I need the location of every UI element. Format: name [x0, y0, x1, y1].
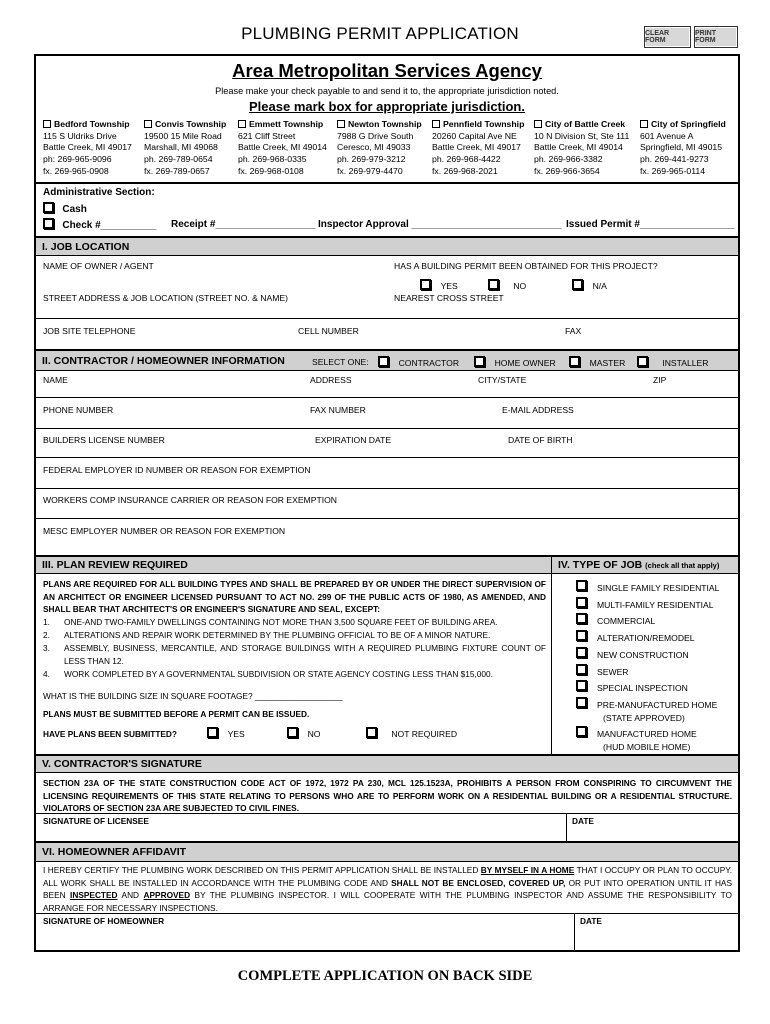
- job-phone-label: JOB SITE TELEPHONE: [43, 326, 136, 336]
- checkbox-icon[interactable]: [572, 279, 583, 290]
- permit-no[interactable]: NO: [488, 279, 526, 291]
- checkbox-icon[interactable]: [569, 356, 580, 367]
- checkbox-icon[interactable]: [144, 120, 152, 128]
- divider: [574, 913, 575, 951]
- checkbox-icon[interactable]: [287, 727, 298, 738]
- licensee-date-label[interactable]: DATE: [572, 816, 594, 826]
- premanufactured-note: (STATE APPROVED): [603, 713, 685, 723]
- section-5-title: V. CONTRACTOR'S SIGNATURE: [42, 758, 202, 770]
- licensee-signature-label[interactable]: SIGNATURE OF LICENSEE: [43, 816, 149, 826]
- exception-2: 2. ALTERATIONS AND REPAIR WORK DETERMINED BY THE PLUMBING OFFICIAL TO BE OF A MINOR NATURE.: [43, 630, 491, 640]
- section-6-header: [36, 841, 738, 862]
- section-2-title: II. CONTRACTOR / HOMEOWNER INFORMATION: [42, 354, 285, 367]
- jurisdiction-bedford[interactable]: Bedford Township 115 S Uldriks Drive Battle Creek, MI 49017 ph: 269-965-9096 fx. 269-965-0908: [43, 119, 132, 176]
- license-label: BUILDERS LICENSE NUMBER: [43, 435, 165, 445]
- divider: [36, 182, 738, 184]
- jurisdiction-convis[interactable]: Convis Township 19500 15 Mile Road Marshall, MI 49068 ph. 269-789-0654 fx. 269-789-0657: [144, 119, 227, 176]
- owner-label: NAME OF OWNER / AGENT: [43, 261, 154, 271]
- citystate-label: CITY/STATE: [478, 375, 527, 385]
- job-type-single-family[interactable]: SINGLE FAMILY RESIDENTIAL: [576, 580, 587, 592]
- checkbox-icon[interactable]: [576, 647, 587, 658]
- section-1-title: I. JOB LOCATION: [42, 240, 130, 253]
- admin-receipt[interactable]: Receipt #__________________: [171, 219, 316, 230]
- section-5-header: [36, 754, 738, 773]
- admin-title: Administrative Section:: [43, 187, 155, 198]
- checkbox-icon[interactable]: [420, 279, 431, 290]
- page-title: PLUMBING PERMIT APPLICATION: [241, 24, 519, 43]
- admin-check[interactable]: Check #__________: [43, 218, 156, 231]
- select-one-label: SELECT ONE:: [312, 357, 369, 367]
- checkbox-icon[interactable]: [534, 120, 542, 128]
- divider: [36, 913, 738, 914]
- permit-na[interactable]: N/A: [572, 279, 607, 291]
- checkbox-icon[interactable]: [43, 218, 54, 229]
- divider: [36, 428, 738, 429]
- divider: [36, 488, 738, 489]
- admin-cash[interactable]: Cash: [43, 202, 87, 215]
- homeowner-date-label[interactable]: DATE: [580, 916, 602, 926]
- section-3-title: III. PLAN REVIEW REQUIRED: [42, 559, 188, 571]
- section-3-header: [36, 555, 551, 574]
- permit-question: HAS A BUILDING PERMIT BEEN OBTAINED FOR THIS PROJECT?: [394, 261, 658, 271]
- checkbox-icon[interactable]: [637, 356, 648, 367]
- divider: [551, 574, 552, 754]
- phone-label: PHONE NUMBER: [43, 405, 114, 415]
- admin-inspector[interactable]: Inspector Approval ___________________________: [318, 219, 562, 230]
- name-label: NAME: [43, 375, 68, 385]
- checkbox-icon[interactable]: [378, 356, 389, 367]
- option-homeowner[interactable]: HOME OWNER: [474, 356, 556, 368]
- exception-1: 1. ONE-AND TWO-FAMILY DWELLINGS CONTAINING NOT MORE THAN 3,500 SQUARE FEET OF BUILDING AREA.: [43, 617, 498, 627]
- checkbox-icon[interactable]: [488, 279, 499, 290]
- street-label: STREET ADDRESS & JOB LOCATION (STREET NO. & NAME): [43, 293, 288, 303]
- checkbox-icon[interactable]: [576, 726, 587, 737]
- checkbox-icon[interactable]: [576, 697, 587, 708]
- section-4-header: [551, 555, 738, 574]
- plans-intro: PLANS ARE REQUIRED FOR ALL BUILDING TYPES AND SHALL BE PREPARED BY OR UNDER THE DIRECT SUPERVISION OF AN ARCHITECT OR ENGINEER LICENSED PURSUANT TO ACT NO. 299 OF THE PUBLIC ACTS OF 1980, AS AMENDED, AND SHALL BEAR THAT ARCHITECT'S OR ENGINEER'S SIGNATURE AND SEAL, EXCEPT:: [43, 579, 546, 615]
- jurisdiction-springfield[interactable]: City of Springfield 601 Avenue A Springfield, MI 49015 ph. 269-441-9273 fx. 269-965-0114: [640, 119, 726, 176]
- address-label: ADDRESS: [310, 375, 352, 385]
- exception-4: 4. WORK COMPLETED BY A GOVERNMENTAL SUBDIVISION OR STATE AGENCY COSTING LESS THAN $15,000.: [43, 669, 493, 679]
- divider: [36, 397, 738, 398]
- agency-name: Area Metropolitan Services Agency: [232, 60, 542, 81]
- jurisdiction-emmett[interactable]: Emmett Township 621 Cliff Street Battle Creek, MI 49014 ph. 269-968-0335 fx. 269-968-0108: [238, 119, 327, 176]
- admin-issued[interactable]: Issued Permit #_________________: [566, 219, 735, 230]
- permit-yes[interactable]: YES: [420, 279, 458, 291]
- licensing-statute: SECTION 23A OF THE STATE CONSTRUCTION CODE ACT OF 1972, 1972 PA 230, MCL 125.1523A, PROHIBITS A PERSON FROM CONSPIRING TO CIRCUMVENT THE LICENSING REQUIREMENTS OF THIS STATE RELATING TO PERSONS WHO ARE TO PERFORM WORK ON A RESIDENTIAL BUILDING OR A RESIDENTIAL STRUCTURE. VIOLATORS OF SECTION 23A ARE SUBJECTED TO CIVIL FINES.: [43, 778, 732, 814]
- footer-note: COMPLETE APPLICATION ON BACK SIDE: [237, 968, 533, 984]
- plans-yes[interactable]: YES: [207, 727, 245, 739]
- checkbox-icon[interactable]: [576, 597, 587, 608]
- plans-no[interactable]: NO: [287, 727, 320, 739]
- plans-submitted-question: HAVE PLANS BEEN SUBMITTED?: [43, 729, 177, 739]
- workers-comp-label: WORKERS COMP INSURANCE CARRIER OR REASON FOR EXEMPTION: [43, 495, 337, 505]
- job-type-sewer[interactable]: SEWER: [576, 664, 587, 676]
- checkbox-icon[interactable]: [337, 120, 345, 128]
- section-4-note: (check all that apply): [645, 560, 720, 570]
- exception-3: ASSEMBLY, BUSINESS, MERCANTILE, AND STORAGE BUILDINGS WITH A REQUIRED PLUMBING FIXTURE COUNT OF LESS THAN 12.: [64, 643, 546, 666]
- cross-street-label: NEAREST CROSS STREET: [394, 293, 504, 303]
- checkbox-icon[interactable]: [576, 630, 587, 641]
- divider: [36, 813, 738, 814]
- exception-3-number: 3.: [43, 643, 50, 653]
- fax-label: FAX: [565, 326, 582, 336]
- jurisdiction-battle-creek[interactable]: City of Battle Creek 10 N Division St, Ste 111 Battle Creek, MI 49014 ph. 269-966-3382 fx. 269-966-3654: [534, 119, 630, 176]
- option-installer[interactable]: INSTALLER: [637, 356, 709, 368]
- checkbox-icon[interactable]: [43, 202, 54, 213]
- checkbox-icon[interactable]: [640, 120, 648, 128]
- section-1-header: [36, 236, 738, 256]
- building-size-question[interactable]: WHAT IS THE BUILDING SIZE IN SQUARE FOOTAGE? ___________________: [43, 691, 343, 701]
- option-contractor[interactable]: CONTRACTOR: [378, 356, 459, 368]
- payment-instruction: Please make your check payable to and send it to, the appropriate jurisdiction noted.: [215, 86, 559, 96]
- fax-number-label: FAX NUMBER: [310, 405, 366, 415]
- checkbox-icon[interactable]: [576, 613, 587, 624]
- checkbox-icon[interactable]: [576, 680, 587, 691]
- expiration-label: EXPIRATION DATE: [315, 435, 392, 445]
- dob-label: DATE OF BIRTH: [508, 435, 573, 445]
- checkbox-icon[interactable]: [576, 580, 587, 591]
- checkbox-icon[interactable]: [576, 664, 587, 675]
- checkbox-icon[interactable]: [207, 727, 218, 738]
- option-master[interactable]: MASTER: [569, 356, 625, 368]
- checkbox-icon[interactable]: [366, 727, 377, 738]
- checkbox-icon[interactable]: [238, 120, 246, 128]
- job-type-multi-family[interactable]: MULTI-FAMILY RESIDENTIAL: [576, 597, 587, 609]
- clear-form-button[interactable]: CLEAR FORM: [644, 26, 691, 48]
- divider: [36, 457, 738, 458]
- plans-not-required[interactable]: NOT REQUIRED: [366, 727, 457, 739]
- section-6-title: VI. HOMEOWNER AFFIDAVIT: [42, 846, 187, 858]
- jurisdiction-pennfield[interactable]: Pennfield Township 20260 Capital Ave NE Battle Creek, MI 49017 ph. 269-968-4422 fx. 269-968-2021: [432, 119, 525, 176]
- homeowner-signature-label[interactable]: SIGNATURE OF HOMEOWNER: [43, 916, 165, 926]
- print-form-button[interactable]: PRINT FORM: [694, 26, 738, 48]
- job-type-new-construction[interactable]: NEW CONSTRUCTION: [576, 647, 587, 659]
- jurisdiction-newton[interactable]: Newton Township 7988 G Drive South Ceresco, MI 49033 ph. 269-979-3212 fx. 269-979-4470: [337, 119, 422, 176]
- job-type-manufactured[interactable]: MANUFACTURED HOME: [576, 726, 587, 738]
- cell-label: CELL NUMBER: [298, 326, 359, 336]
- fein-label: FEDERAL EMPLOYER ID NUMBER OR REASON FOR EXEMPTION: [43, 465, 311, 475]
- checkbox-icon[interactable]: [432, 120, 440, 128]
- email-label: E-MAIL ADDRESS: [502, 405, 574, 415]
- jurisdiction-instruction: Please mark box for appropriate jurisdiction.: [249, 99, 525, 114]
- mesc-label: MESC EMPLOYER NUMBER OR REASON FOR EXEMPTION: [43, 526, 286, 536]
- job-type-commercial[interactable]: COMMERCIAL: [576, 613, 587, 625]
- job-type-special-inspection[interactable]: SPECIAL INSPECTION: [576, 680, 587, 692]
- divider: [36, 318, 738, 319]
- job-type-premanufactured[interactable]: PRE-MANUFACTURED HOME: [576, 697, 587, 709]
- plans-submit-note: PLANS MUST BE SUBMITTED BEFORE A PERMIT CAN BE ISSUED.: [43, 709, 310, 719]
- section-4-title: IV. TYPE OF JOB: [558, 559, 643, 571]
- checkbox-icon[interactable]: [43, 120, 51, 128]
- manufactured-note: (HUD MOBILE HOME): [603, 742, 691, 752]
- divider: [566, 813, 567, 841]
- checkbox-icon[interactable]: [474, 356, 485, 367]
- divider: [36, 518, 738, 519]
- zip-label: ZIP: [653, 375, 667, 385]
- job-type-alteration[interactable]: ALTERATION/REMODEL: [576, 630, 587, 642]
- homeowner-affidavit-text: I HEREBY CERTIFY THE PLUMBING WORK DESCRIBED ON THIS PERMIT APPLICATION SHALL BE INSTALLED BY MYSELF IN A HOME THAT I OCCUPY OR PLAN TO OCCUPY. ALL WORK SHALL BE INSTALLED IN ACCORDANCE WITH THE PLUMBING CODE AND SHALL NOT BE ENCLOSED, COVERED UP, OR PUT INTO OPERATION UNTIL IT HAS BEEN INSPECTED AND APPROVED BY THE PLUMBING INSPECTOR. I WILL COOPERATE WITH THE PLUMBING INSPECTOR AND ASSUME THE RESPONSIBILITY TO ARRANGE FOR NECESSARY INSPECTIONS.: [43, 865, 733, 913]
